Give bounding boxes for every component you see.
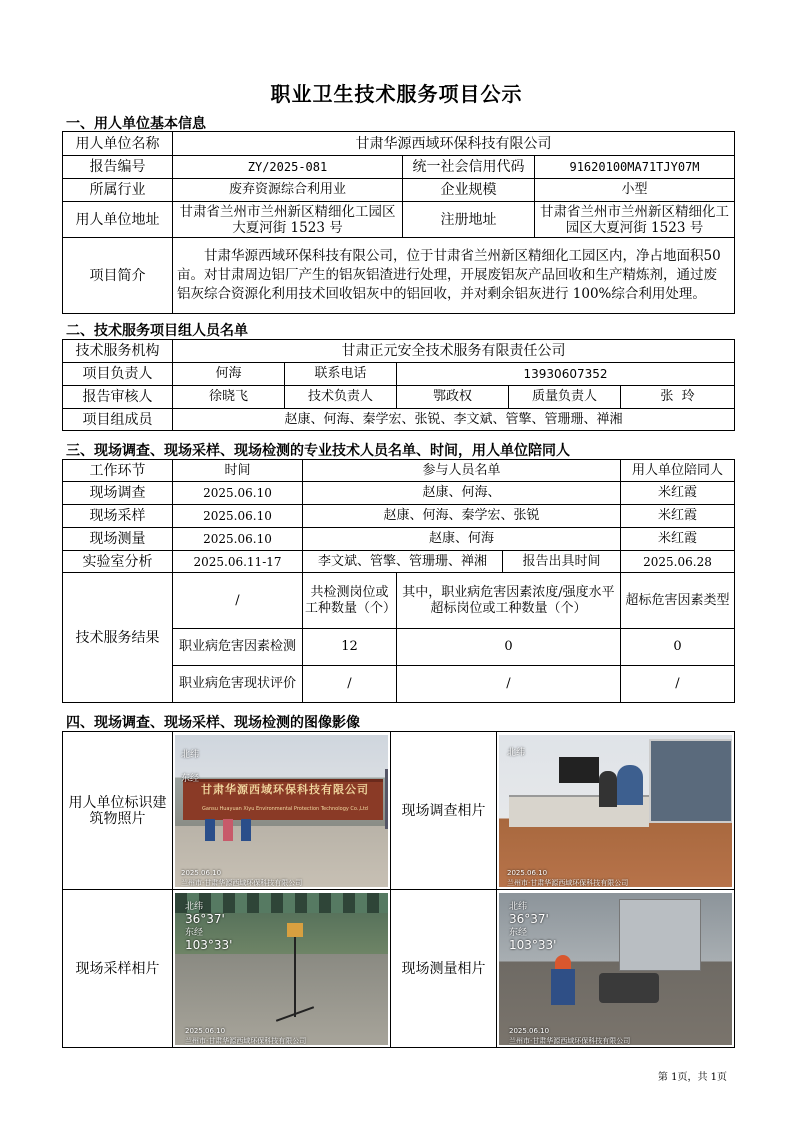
intro-label: 项目简介 xyxy=(63,238,173,314)
result-evaluation-label: 职业病危害现状评价 xyxy=(173,666,303,703)
wm-north-4: 北纬 xyxy=(509,901,528,912)
header-stage: 工作环节 xyxy=(63,460,173,482)
members-value: 赵康、何海、秦学宏、张锐、李文斌、管擎、管珊珊、禅湘 xyxy=(173,409,735,431)
report-date-label: 报告出具时间 xyxy=(503,551,621,573)
reviewer-label: 报告审核人 xyxy=(63,386,173,409)
wm-date-2: 2025.06.10 xyxy=(507,868,548,877)
companion-survey: 米红霞 xyxy=(621,482,735,505)
credit-code-value: 91620100MA71TJY07M xyxy=(535,156,735,179)
sign-en: Gansu Huayuan Xiyu Environmental Protection Technology Co.,Ltd xyxy=(202,805,368,812)
section-basic-info-heading: 一、用人单位基本信息 xyxy=(66,116,206,132)
wm-lon-4: 103°33' xyxy=(509,937,557,952)
result-header-exceed: 其中，职业病危害因素浓度/强度水平超标岗位或工种数量（个） xyxy=(397,573,621,629)
reg-address-value: 甘肃省兰州市兰州新区精细化工园区大夏河街 1523 号 xyxy=(535,202,735,238)
basic-info-table xyxy=(62,131,735,314)
phone-label: 联系电话 xyxy=(285,363,397,386)
scale-value: 小型 xyxy=(535,179,735,202)
photo3-label: 现场采样相片 xyxy=(63,890,173,1048)
wm-lat-4: 36°37' xyxy=(509,911,549,926)
header-companion: 用人单位陪同人 xyxy=(621,460,735,482)
people-sampling: 赵康、何海、秦学宏、张锐 xyxy=(303,505,621,528)
people-measure: 赵康、何海 xyxy=(303,528,621,551)
wm-east-1: 东经 xyxy=(181,773,200,784)
time-sampling: 2025.06.10 xyxy=(173,505,303,528)
unit-name-label: 用人单位名称 xyxy=(63,132,173,156)
wm-east-4: 东经 xyxy=(509,927,528,938)
wm-date-3: 2025.06.10 xyxy=(185,1026,226,1035)
photo4-label: 现场测量相片 xyxy=(391,890,497,1048)
wm-lat-3: 36°37' xyxy=(185,911,225,926)
wm-loc-1: 兰州市·甘肃华源西域环保科技有限公司 xyxy=(181,878,303,887)
credit-code-label: 统一社会信用代码 xyxy=(403,156,535,179)
report-date-value: 2025.06.28 xyxy=(621,551,735,573)
stage-sampling: 现场采样 xyxy=(63,505,173,528)
result-header-blank: / xyxy=(173,573,303,629)
address-label: 用人单位地址 xyxy=(63,202,173,238)
result-detection-type: 0 xyxy=(621,629,735,666)
wm-north-1: 北纬 xyxy=(181,749,200,760)
measurement-photo xyxy=(499,893,732,1045)
address-value: 甘肃省兰州市兰州新区精细化工园区大夏河街 1523 号 xyxy=(173,202,403,238)
people-survey: 赵康、何海、 xyxy=(303,482,621,505)
reviewer-value: 徐晓飞 xyxy=(173,386,285,409)
wm-date-1: 2025.06.10 xyxy=(181,868,222,877)
reg-address-label: 注册地址 xyxy=(403,202,535,238)
scale-label: 企业规模 xyxy=(403,179,535,202)
photos-table xyxy=(62,731,735,1048)
stage-lab: 实验室分析 xyxy=(63,551,173,573)
time-measure: 2025.06.10 xyxy=(173,528,303,551)
result-detection-label: 职业病危害因素检测 xyxy=(173,629,303,666)
wm-loc-3: 兰州市·甘肃华源西域环保科技有限公司 xyxy=(185,1036,307,1045)
industry-value: 废弃资源综合利用业 xyxy=(173,179,403,202)
result-label: 技术服务结果 xyxy=(63,573,173,703)
stage-survey: 现场调查 xyxy=(63,482,173,505)
photo2-label: 现场调查相片 xyxy=(391,732,497,890)
result-evaluation-count: / xyxy=(303,666,397,703)
result-header-type: 超标危害因素类型 xyxy=(621,573,735,629)
wm-north-3: 北纬 xyxy=(185,901,204,912)
team-table xyxy=(62,339,735,431)
tech-value: 鄂政权 xyxy=(397,386,509,409)
wm-east-3: 东经 xyxy=(185,927,204,938)
leader-value: 何海 xyxy=(173,363,285,386)
org-value: 甘肃正元安全技术服务有限责任公司 xyxy=(173,340,735,363)
companion-sampling: 米红霞 xyxy=(621,505,735,528)
section-photos-heading: 四、现场调查、现场采样、现场检测的图像影像 xyxy=(66,715,360,731)
page-title: 职业卫生技术服务项目公示 xyxy=(270,82,523,106)
result-detection-exceed: 0 xyxy=(397,629,621,666)
people-lab: 李文斌、管擎、管珊珊、禅湘 xyxy=(303,551,503,573)
sign-text: 甘肃华源西域环保科技有限公司 xyxy=(201,782,369,796)
field-table xyxy=(62,459,735,703)
time-lab: 2025.06.11-17 xyxy=(173,551,303,573)
tech-label: 技术负责人 xyxy=(285,386,397,409)
section-field-heading: 三、现场调查、现场采样、现场检测的专业技术人员名单、时间，用人单位陪同人 xyxy=(66,443,570,459)
wm-lon-3: 103°33' xyxy=(185,937,233,952)
quality-value: 张 玲 xyxy=(621,386,735,409)
wm-north-2: 北纬 xyxy=(507,747,526,758)
org-label: 技术服务机构 xyxy=(63,340,173,363)
header-time: 时间 xyxy=(173,460,303,482)
intro-text: 甘肃华源西域环保科技有限公司，位于甘肃省兰州新区精细化工园区内，净占地面积50亩。对甘肃周边铝厂产生的铝灰铝渣进行处理，开展废铝灰产品回收和生产精炼剂，通过废铝灰综合资源化利用技术回收铝灰中的铝回收，并对剩余铝灰进行 100%综合利用处理。 xyxy=(173,238,735,314)
leader-label: 项目负责人 xyxy=(63,363,173,386)
report-no-label: 报告编号 xyxy=(63,156,173,179)
sampling-photo xyxy=(175,893,388,1045)
photo1-label: 用人单位标识建筑物照片 xyxy=(63,732,173,890)
wm-loc-2: 兰州市·甘肃华源西域环保科技有限公司 xyxy=(507,878,629,887)
industry-label: 所属行业 xyxy=(63,179,173,202)
result-evaluation-exceed: / xyxy=(397,666,621,703)
time-survey: 2025.06.10 xyxy=(173,482,303,505)
page-footer: 第 1页，共 1页 xyxy=(657,1072,727,1083)
companion-measure: 米红霞 xyxy=(621,528,735,551)
result-evaluation-type: / xyxy=(621,666,735,703)
unit-name-value: 甘肃华源西域环保科技有限公司 xyxy=(173,132,735,156)
report-no-value: ZY/2025-081 xyxy=(173,156,403,179)
building-sign-photo xyxy=(175,735,388,887)
header-people: 参与人员名单 xyxy=(303,460,621,482)
survey-photo xyxy=(499,735,732,887)
members-label: 项目组成员 xyxy=(63,409,173,431)
result-detection-count: 12 xyxy=(303,629,397,666)
wm-date-4: 2025.06.10 xyxy=(509,1026,550,1035)
stage-measure: 现场测量 xyxy=(63,528,173,551)
quality-label: 质量负责人 xyxy=(509,386,621,409)
wm-loc-4: 兰州市·甘肃华源西域环保科技有限公司 xyxy=(509,1036,631,1045)
section-team-heading: 二、技术服务项目组人员名单 xyxy=(66,323,248,339)
phone-value: 13930607352 xyxy=(397,363,735,386)
result-header-count: 共检测岗位或工种数量（个） xyxy=(303,573,397,629)
